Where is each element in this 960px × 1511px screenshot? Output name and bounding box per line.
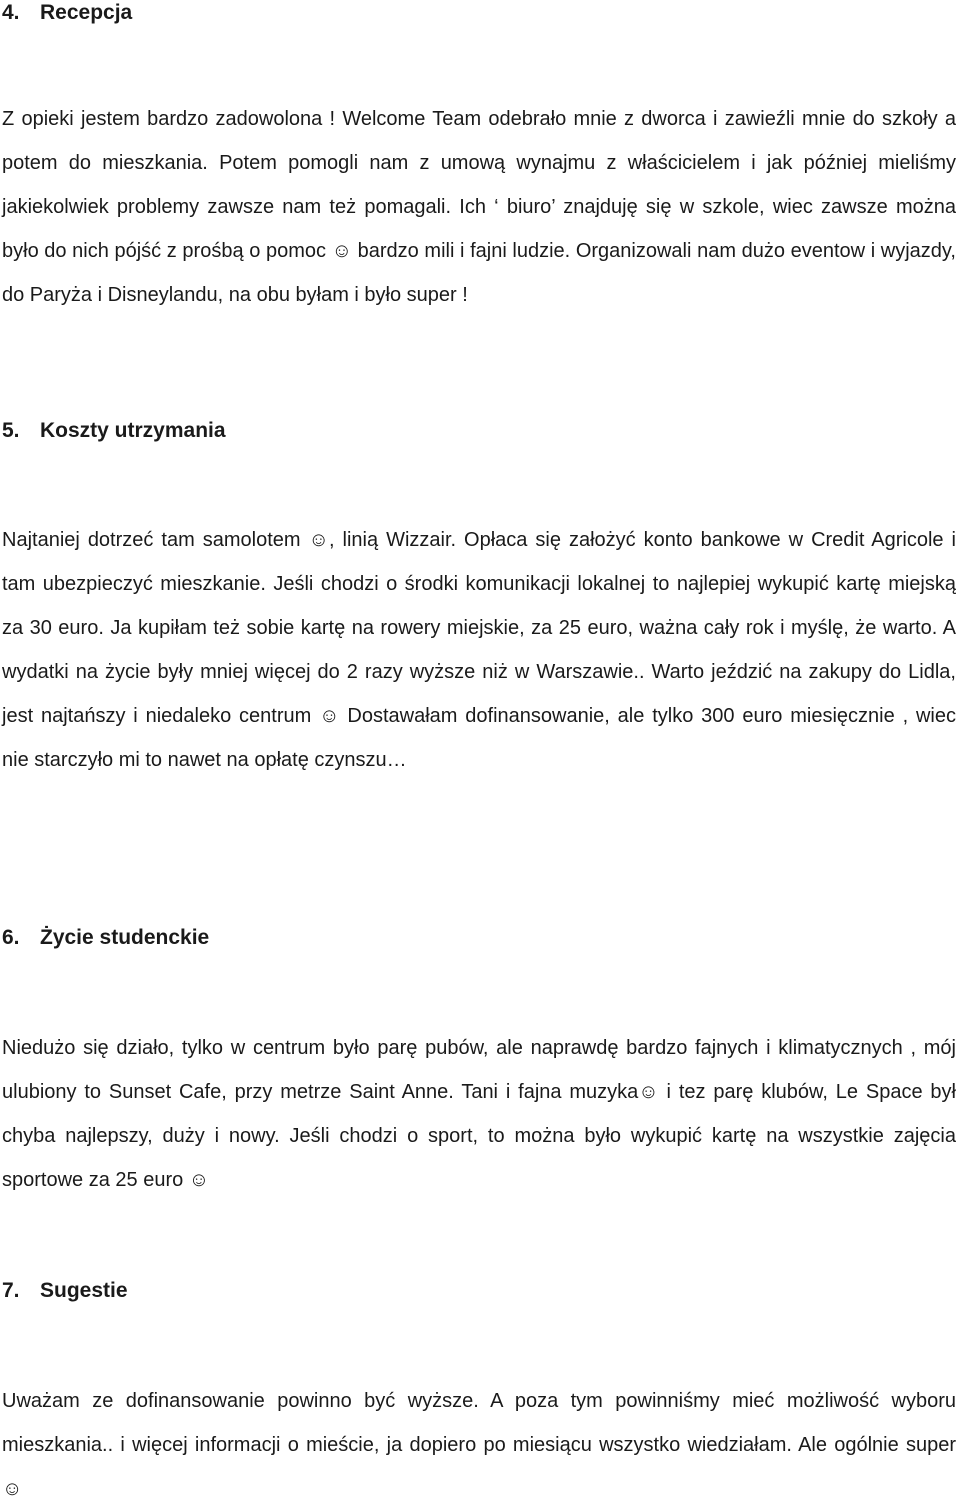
section-title: Życie studenckie [40, 926, 210, 949]
section-number: 5. [2, 419, 20, 442]
section-paragraph-zycie-studenckie [2, 1026, 956, 1202]
section-heading-sugestie [2, 1278, 128, 1304]
section-paragraph-sugestie [2, 1379, 956, 1511]
paragraph-text: Ich ‘ biuro’ znajduję się w szkole, wiec zawsze można było do nich pójść z prośbą o pomoc ☺ bardzo mili i fajni ludzie. [2, 196, 956, 262]
paragraph-text: Organizowali nam dużo eventow i wyjazdy, do Paryża i Disneylandu, na obu byłam i było super ! [2, 240, 956, 306]
paragraph-text: Z opieki jestem bardzo zadowolona ! Welcome Team odebrało mnie z dworca i zawieźli mnie do szkoły a potem do mieszkania. Potem pomogli nam z umową wynajmu z właścicielem i jak później mieliśmy jakiekolwiek problemy zawsze nam też pomagali. [2, 108, 956, 218]
section-paragraph-koszty-utrzymania [2, 518, 956, 782]
section-title: Sugestie [40, 1279, 128, 1302]
section-number: 7. [2, 1279, 20, 1302]
section-heading-zycie-studenckie [2, 925, 209, 951]
section-number: 6. [2, 926, 20, 949]
paragraph-text: Uważam ze dofinansowanie powinno być wyższe. A poza tym powinniśmy mieć możliwość wyboru mieszkania.. i więcej informacji o mieście, ja dopiero po miesiącu wszystko wiedziałam. Ale ogólnie super ☺ [2, 1390, 956, 1500]
section-number: 4. [2, 1, 20, 24]
section-title: Recepcja [40, 1, 133, 24]
section-paragraph-recepcja [2, 97, 956, 317]
section-heading-koszty-utrzymania [2, 418, 226, 444]
section-heading-recepcja [2, 0, 132, 26]
paragraph-text: Najtaniej dotrzeć tam samolotem ☺, linią Wizzair. Opłaca się założyć konto bankowe w Credit Agricole i tam ubezpieczyć mieszkanie. Jeśli chodzi o środki komunikacji lokalnej to najlepiej wykupić kartę miejską za 30 euro. Ja kupiłam też sobie kartę na rowery miejskie, za 25 euro, ważna cały rok i myślę, że warto. A wydatki na życie były mniej więcej do 2 razy wyższe niż w Warszawie.. Warto jeździć na zakupy do Lidla, jest najtańszy i niedaleko centrum ☺ Dostawałam dofinansowanie, ale tylko 300 euro miesięcznie , wiec nie starczyło mi to nawet na opłatę czynszu… [2, 529, 956, 771]
paragraph-text: Niedużo się działo, tylko w centrum było parę pubów, ale naprawdę bardzo fajnych i klimatycznych , mój ulubiony to Sunset Cafe, przy metrze Saint Anne. Tani i fajna muzyka☺ i tez parę klubów, Le Space był chyba najlepszy, duży i nowy. Jeśli chodzi o sport, to można było wykupić kartę na wszystkie zajęcia sportowe za 25 euro ☺ [2, 1037, 956, 1191]
section-title: Koszty utrzymania [40, 419, 226, 442]
